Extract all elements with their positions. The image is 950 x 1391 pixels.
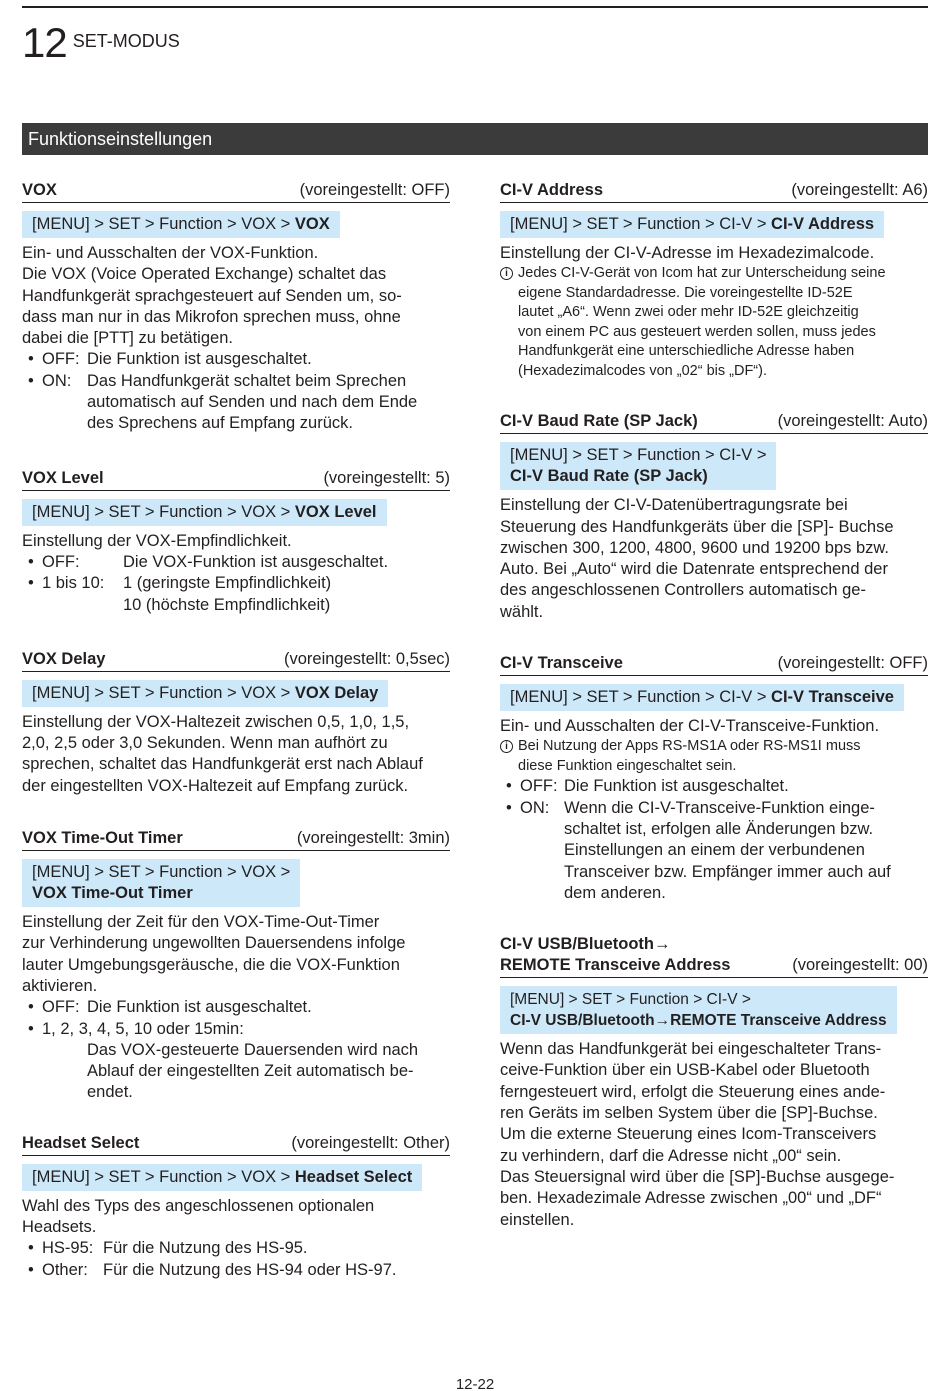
menu-path-prefix: [MENU] > SET > Function > VOX > [32, 683, 295, 702]
text-line: ferngesteuert wird, erfolgt die Steuerung eines ande- [500, 1082, 886, 1101]
menu-path-prefix: [MENU] > SET > Function > CI-V > [510, 446, 767, 465]
option-desc [87, 371, 450, 435]
text-line: von einem PC aus gesteuert werden sollen, muss jedes [518, 323, 876, 340]
text-line: zur Verhinderung ungewollten Dauersendens infolge [22, 934, 406, 953]
text-line: Einstellungen an einem der verbundenen [564, 841, 865, 860]
text-line: schaltet ist, erfolgen alle Änderungen bzw. [564, 819, 874, 838]
text-line: Um die externe Steuerung eines Icom-Transceivers [500, 1125, 877, 1144]
option-hs95 [22, 1238, 450, 1259]
option-desc: Die Funktion ist ausgeschaltet. [564, 777, 789, 796]
menu-path [500, 211, 884, 238]
menu-path-prefix: [MENU] > SET > Function > CI-V > [510, 991, 751, 1009]
text-line: diese Funktion eingeschaltet sein. [518, 757, 737, 774]
item-title: VOX [22, 181, 57, 199]
item-vox-delay [22, 649, 450, 797]
item-heading [22, 180, 450, 203]
info-note [500, 264, 928, 381]
option-desc [564, 798, 928, 904]
text-line: Wahl des Typs des angeschlossenen optionalen [22, 1196, 375, 1215]
option-range [22, 1019, 450, 1040]
menu-path-prefix: [MENU] > SET > Function > CI-V > [510, 215, 772, 233]
bullet: • [28, 552, 34, 571]
menu-path [500, 442, 776, 490]
right-column [500, 180, 928, 1253]
bullet: • [506, 798, 512, 817]
text-line: Handfunkgerät sprachgesteuert auf Senden um, so- [22, 286, 402, 305]
text-line: 10 (höchste Empfindlichkeit) [123, 595, 331, 614]
option-desc: Die Funktion ist ausgeschaltet. [87, 998, 312, 1017]
menu-path-target: CI-V Transceive [771, 688, 894, 707]
text-line: Das Handfunkgerät schaltet beim Sprechen [87, 371, 407, 390]
item-default: (voreingestellt: OFF) [777, 654, 928, 673]
item-title: CI-V Address [500, 181, 603, 199]
item-title: CI-V Transceive [500, 654, 623, 673]
option-label: ON: [42, 371, 72, 390]
option-desc [123, 573, 450, 616]
text-line: Transceiver bzw. Empfänger immer auch auf [564, 862, 891, 881]
info-icon: i [500, 267, 513, 280]
bullet: • [28, 1019, 34, 1038]
menu-path-prefix: [MENU] > SET > Function > VOX > [32, 1167, 295, 1186]
description: Einstellung der CI-V-Adresse im Hexadezimalcode. [500, 244, 875, 262]
item-civ-usb-remote-address [500, 934, 928, 1231]
description [22, 1196, 450, 1239]
description [22, 243, 450, 349]
menu-path-prefix: [MENU] > SET > Function > VOX > [32, 502, 295, 521]
text-line: ceive-Funktion über ein USB-Kabel oder Bluetooth [500, 1061, 870, 1080]
text-line: (Hexadezimalcodes von „02“ bis „DF“). [518, 362, 767, 379]
text-line: Einstellung der Zeit für den VOX-Time-Out-Timer [22, 913, 380, 932]
item-civ-baud-rate [500, 411, 928, 623]
chapter-title: SET-MODUS [72, 31, 180, 51]
item-heading [22, 1133, 450, 1156]
text-line: aktivieren. [22, 976, 98, 995]
chapter-header [22, 19, 180, 66]
bullet: • [28, 574, 34, 593]
option-other [22, 1260, 450, 1281]
bullet: • [28, 1239, 34, 1258]
item-title: VOX Level [22, 468, 104, 487]
text-line: dabei die [PTT] zu betätigen. [22, 329, 233, 348]
text-line: dass man nur in das Mikrofon sprechen muss, ohne [22, 307, 401, 326]
option-off [22, 997, 450, 1018]
info-icon: i [500, 740, 513, 753]
item-heading [500, 411, 928, 434]
item-vox-level [22, 468, 450, 616]
item-heading [22, 468, 450, 491]
text-line: zwischen 300, 1200, 4800, 9600 und 19200 bps bzw. [500, 538, 889, 557]
item-default: (voreingestellt: OFF) [299, 181, 450, 199]
item-civ-address [500, 180, 928, 381]
text-line: Steuerung des Handfunkgeräts über die [SP]- Buchse [500, 517, 894, 536]
text-line: Das Steuersignal wird über die [SP]-Buchse ausgege- [500, 1167, 895, 1186]
text-line: Auto. Bei „Auto“ wird die Datenrate entsprechend der [500, 560, 888, 579]
text-line: Einstellung der CI-V-Datenübertragungsrate bei [500, 496, 848, 515]
text-line: zu verhindern, darf die Adresse nicht „00“ sein. [500, 1146, 842, 1165]
option-label: Other: [42, 1260, 88, 1279]
text-line: Headsets. [22, 1218, 97, 1237]
text-line: Jedes CI-V-Gerät von Icom hat zur Unterscheidung seine [518, 265, 886, 282]
bullet: • [28, 371, 34, 390]
item-heading [22, 828, 450, 851]
item-title [500, 934, 730, 976]
left-column [22, 180, 450, 1303]
text-line: Ein- und Ausschalten der VOX-Funktion. [22, 244, 319, 262]
option-label: 1 bis 10: [42, 574, 105, 593]
text-line: ben. Hexadezimale Adresse zwischen „00“ und „DF“ [500, 1189, 882, 1208]
menu-path-target: VOX Time-Out Timer [32, 884, 193, 903]
menu-path-target: VOX [294, 215, 330, 233]
menu-path-target: CI-V USB/Bluetooth→REMOTE Transceive Address [510, 1012, 887, 1030]
option-label: ON: [520, 798, 550, 817]
top-rule [22, 6, 928, 8]
description [500, 1039, 928, 1231]
item-civ-transceive [500, 653, 928, 904]
bullet: • [28, 350, 34, 369]
option-range [22, 573, 450, 616]
option-on [22, 371, 450, 435]
page-number: 12-22 [455, 1376, 495, 1391]
text-line: lautet „A6“. Wenn zwei oder mehr ID-52E gleichzeitig [518, 304, 859, 321]
text-line: einstellen. [500, 1210, 575, 1229]
option-off [22, 349, 450, 370]
text-line: 2,0, 2,5 oder 3,0 Sekunden. Wenn man aufhört zu [22, 734, 388, 753]
menu-path-target: CI-V Address [771, 215, 875, 233]
item-title-line: CI-V USB/Bluetooth→ [500, 935, 671, 954]
menu-path-target: Headset Select [294, 1167, 413, 1186]
text-line: 1 (geringste Empfindlichkeit) [123, 574, 332, 593]
menu-path-target: VOX Delay [294, 683, 379, 702]
chapter-number: 12 [22, 19, 67, 66]
text-line: Wenn die CI-V-Transceive-Funktion einge- [564, 798, 875, 817]
option-on [500, 798, 928, 904]
option-desc [22, 1040, 450, 1104]
option-label: HS-95: [42, 1239, 94, 1258]
text-line: Einstellung der VOX-Haltezeit zwischen 0,5, 1,0, 1,5, [22, 712, 410, 731]
item-title-line: REMOTE Transceive Address [500, 956, 731, 975]
item-default: (voreingestellt: A6) [791, 181, 928, 199]
text-line: ren Geräts im selben System über die [SP]-Buchse. [500, 1104, 878, 1123]
text-line: Handfunkgerät eine unterschiedliche Adresse haben [518, 343, 855, 360]
menu-path [22, 1164, 422, 1191]
item-heading [500, 934, 928, 978]
menu-path [500, 684, 904, 711]
section-title-bar: Funktionseinstellungen [22, 123, 928, 155]
text-line: Das VOX-gesteuerte Dauersenden wird nach [87, 1040, 419, 1059]
menu-path [22, 499, 387, 526]
description: Einstellung der VOX-Empfindlichkeit. [22, 531, 292, 550]
description [22, 712, 450, 797]
item-title: VOX Time-Out Timer [22, 829, 183, 848]
item-default: (voreingestellt: 3min) [296, 829, 450, 848]
text-line: Wenn das Handfunkgerät bei eingeschalteter Trans- [500, 1040, 882, 1059]
info-note [500, 737, 928, 776]
item-default: (voreingestellt: 00) [792, 956, 928, 975]
text-line: eigene Standardadresse. Die voreingestellte ID-52E [518, 284, 853, 301]
option-desc: Die Funktion ist ausgeschaltet. [87, 350, 312, 369]
text-line: endet. [87, 1083, 133, 1102]
bullet: • [506, 777, 512, 796]
item-heading [22, 649, 450, 672]
option-label: OFF: [42, 998, 80, 1017]
text-line: des angeschlossenen Controllers automatisch ge- [500, 581, 866, 600]
option-label: OFF: [520, 777, 558, 796]
item-title: CI-V Baud Rate (SP Jack) [500, 412, 698, 431]
menu-path [22, 680, 388, 707]
option-desc: Die VOX-Funktion ist ausgeschaltet. [123, 552, 389, 571]
menu-path-prefix: [MENU] > SET > Function > VOX > [32, 863, 291, 882]
menu-path-target: CI-V Baud Rate (SP Jack) [510, 467, 708, 486]
item-vox-time-out-timer [22, 828, 450, 1104]
option-label: OFF: [42, 350, 80, 369]
bullet: • [28, 998, 34, 1017]
text-line: wählt. [500, 602, 544, 621]
item-default: (voreingestellt: Auto) [777, 412, 928, 431]
option-desc: Für die Nutzung des HS-95. [103, 1239, 308, 1258]
option-desc: Für die Nutzung des HS-94 oder HS-97. [103, 1260, 397, 1279]
item-default: (voreingestellt: 5) [323, 468, 450, 487]
text-line: automatisch auf Senden und nach dem Ende [87, 393, 418, 412]
text-line: Bei Nutzung der Apps RS-MS1A oder RS-MS1I muss [518, 738, 861, 755]
text-line: Ablauf der eingestellten Zeit automatisch be- [87, 1062, 414, 1081]
option-off [22, 552, 450, 573]
item-default: (voreingestellt: Other) [291, 1133, 450, 1152]
menu-path [22, 211, 340, 238]
item-headset-select [22, 1133, 450, 1281]
option-label: 1, 2, 3, 4, 5, 10 oder 15min: [42, 1019, 244, 1038]
menu-path [500, 986, 897, 1034]
description [500, 495, 928, 623]
menu-path-prefix: [MENU] > SET > Function > CI-V > [510, 688, 772, 707]
description [22, 912, 450, 997]
text-line: dem anderen. [564, 883, 666, 902]
item-title: Headset Select [22, 1133, 140, 1152]
description: Ein- und Ausschalten der CI-V-Transceive-Funktion. [500, 717, 880, 736]
item-heading [500, 180, 928, 203]
menu-path-target: VOX Level [294, 502, 377, 521]
item-heading [500, 653, 928, 676]
item-default: (voreingestellt: 0,5sec) [284, 649, 450, 668]
bullet: • [28, 1260, 34, 1279]
menu-path [22, 859, 300, 907]
option-off [500, 776, 928, 797]
text-line: lauter Umgebungsgeräusche, die die VOX-Funktion [22, 955, 400, 974]
option-label: OFF: [42, 552, 80, 571]
item-title: VOX Delay [22, 649, 106, 668]
text-line: des Sprechens auf Empfang zurück. [87, 414, 353, 433]
text-line: Die VOX (Voice Operated Exchange) schaltet das [22, 265, 387, 284]
text-line: sprechen, schaltet das Handfunkgerät erst nach Ablauf [22, 755, 423, 774]
item-vox [22, 180, 450, 435]
text-line: der eingestellten VOX-Haltezeit auf Empfang zurück. [22, 776, 409, 795]
menu-path-prefix: [MENU] > SET > Function > VOX > [32, 215, 295, 233]
